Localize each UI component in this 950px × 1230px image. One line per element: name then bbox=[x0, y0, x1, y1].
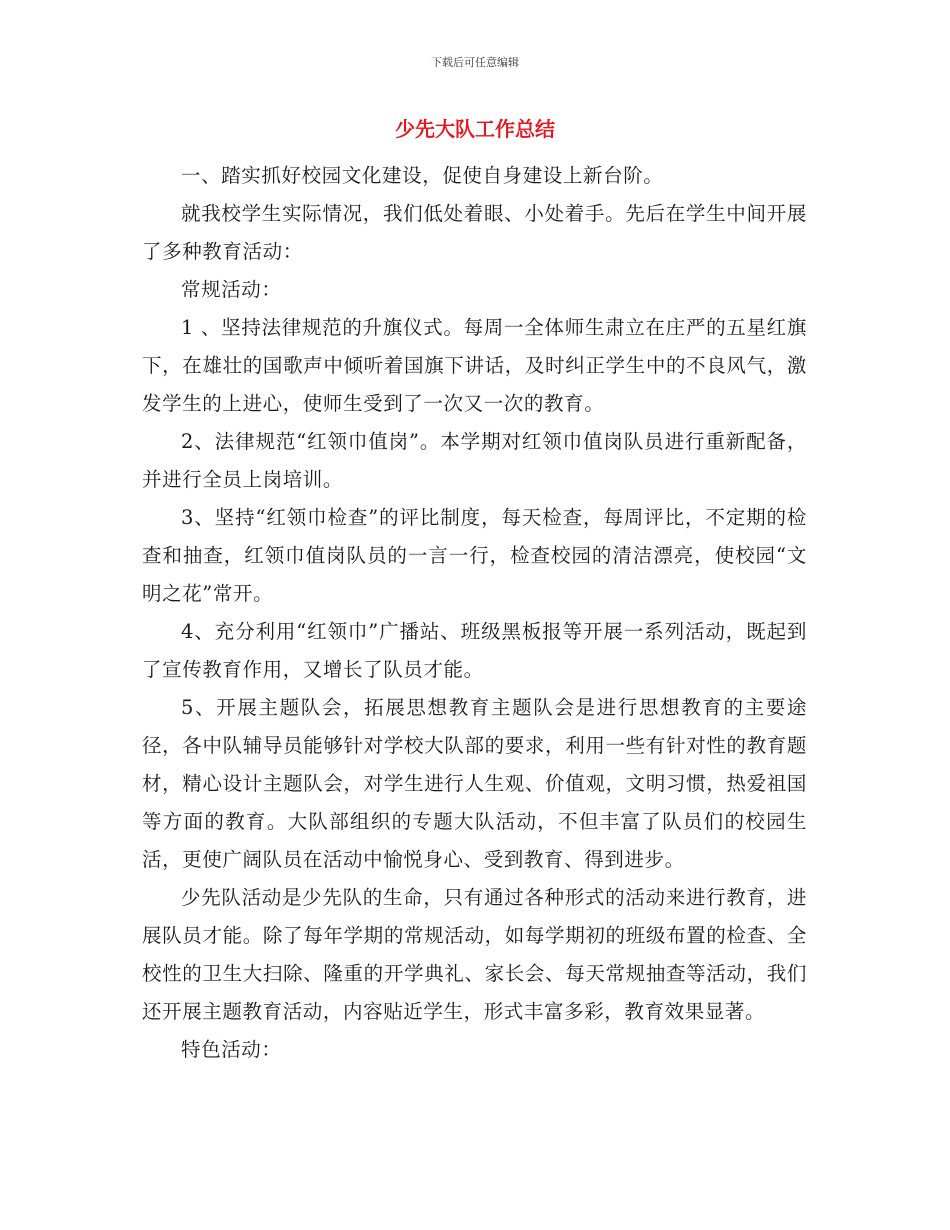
paragraph-item-4: 4、充分利用“红领巾”广播站、班级黑板报等开展一系列活动，既起到了宣传教育作用，又增长了队员才能。 bbox=[142, 620, 807, 681]
page-header-note: 下载后可任意编辑 bbox=[431, 56, 519, 69]
paragraph-item-3: 3、坚持“红领巾检查”的评比制度，每天检查，每周评比，不定期的检查和抽查，红领巾值岗队员的一言一行，检查校园的清洁漂亮，使校园“文明之花”常开。 bbox=[142, 506, 807, 605]
subheading-special-activities: 特色活动： bbox=[181, 1038, 282, 1061]
paragraph-item-5: 5、开展主题队会，拓展思想教育主题队会是进行思想教育的主要途径，各中队辅导员能够针对学校大队部的要求，利用一些有针对性的教育题材，精心设计主题队会，对学生进行人生观、价值观，文明习惯，热爱祖国等方面的教育。大队部组织的专题大队活动，不但丰富了队员们的校园生活，更使广阔队员在活动中愉悦身心、受到教育、得到进步。 bbox=[142, 696, 807, 871]
paragraph-item-1: 1 、坚持法律规范的升旗仪式。每周一全体师生肃立在庄严的五星红旗下，在雄壮的国歌声中倾听着国旗下讲话，及时纠正学生中的不良风气，激发学生的上进心，使师生受到了一次又一次的教育。 bbox=[142, 316, 807, 415]
subheading-routine-activities: 常规活动： bbox=[181, 278, 282, 301]
document-body bbox=[142, 157, 807, 1069]
heading-campus-culture: 一、踏实抓好校园文化建设，促使自身建设上新台阶。 bbox=[181, 164, 664, 187]
paragraph-summary: 少先队活动是少先队的生命，只有通过各种形式的活动来进行教育，进展队员才能。除了每年学期的常规活动，如每学期初的班级布置的检查、全校性的卫生大扫除、隆重的开学典礼、家长会、每天常规抽查等活动，我们还开展主题教育活动，内容贴近学生，形式丰富多彩，教育效果显著。 bbox=[142, 886, 807, 1023]
paragraph-item-2: 2、法律规范“红领巾值岗”。本学期对红领巾值岗队员进行重新配备，并进行全员上岗培训。 bbox=[142, 430, 807, 491]
document-title: 少先大队工作总结 bbox=[395, 117, 555, 141]
paragraph-intro: 就我校学生实际情况，我们低处着眼、小处着手。先后在学生中间开展了多种教育活动： bbox=[142, 202, 807, 263]
